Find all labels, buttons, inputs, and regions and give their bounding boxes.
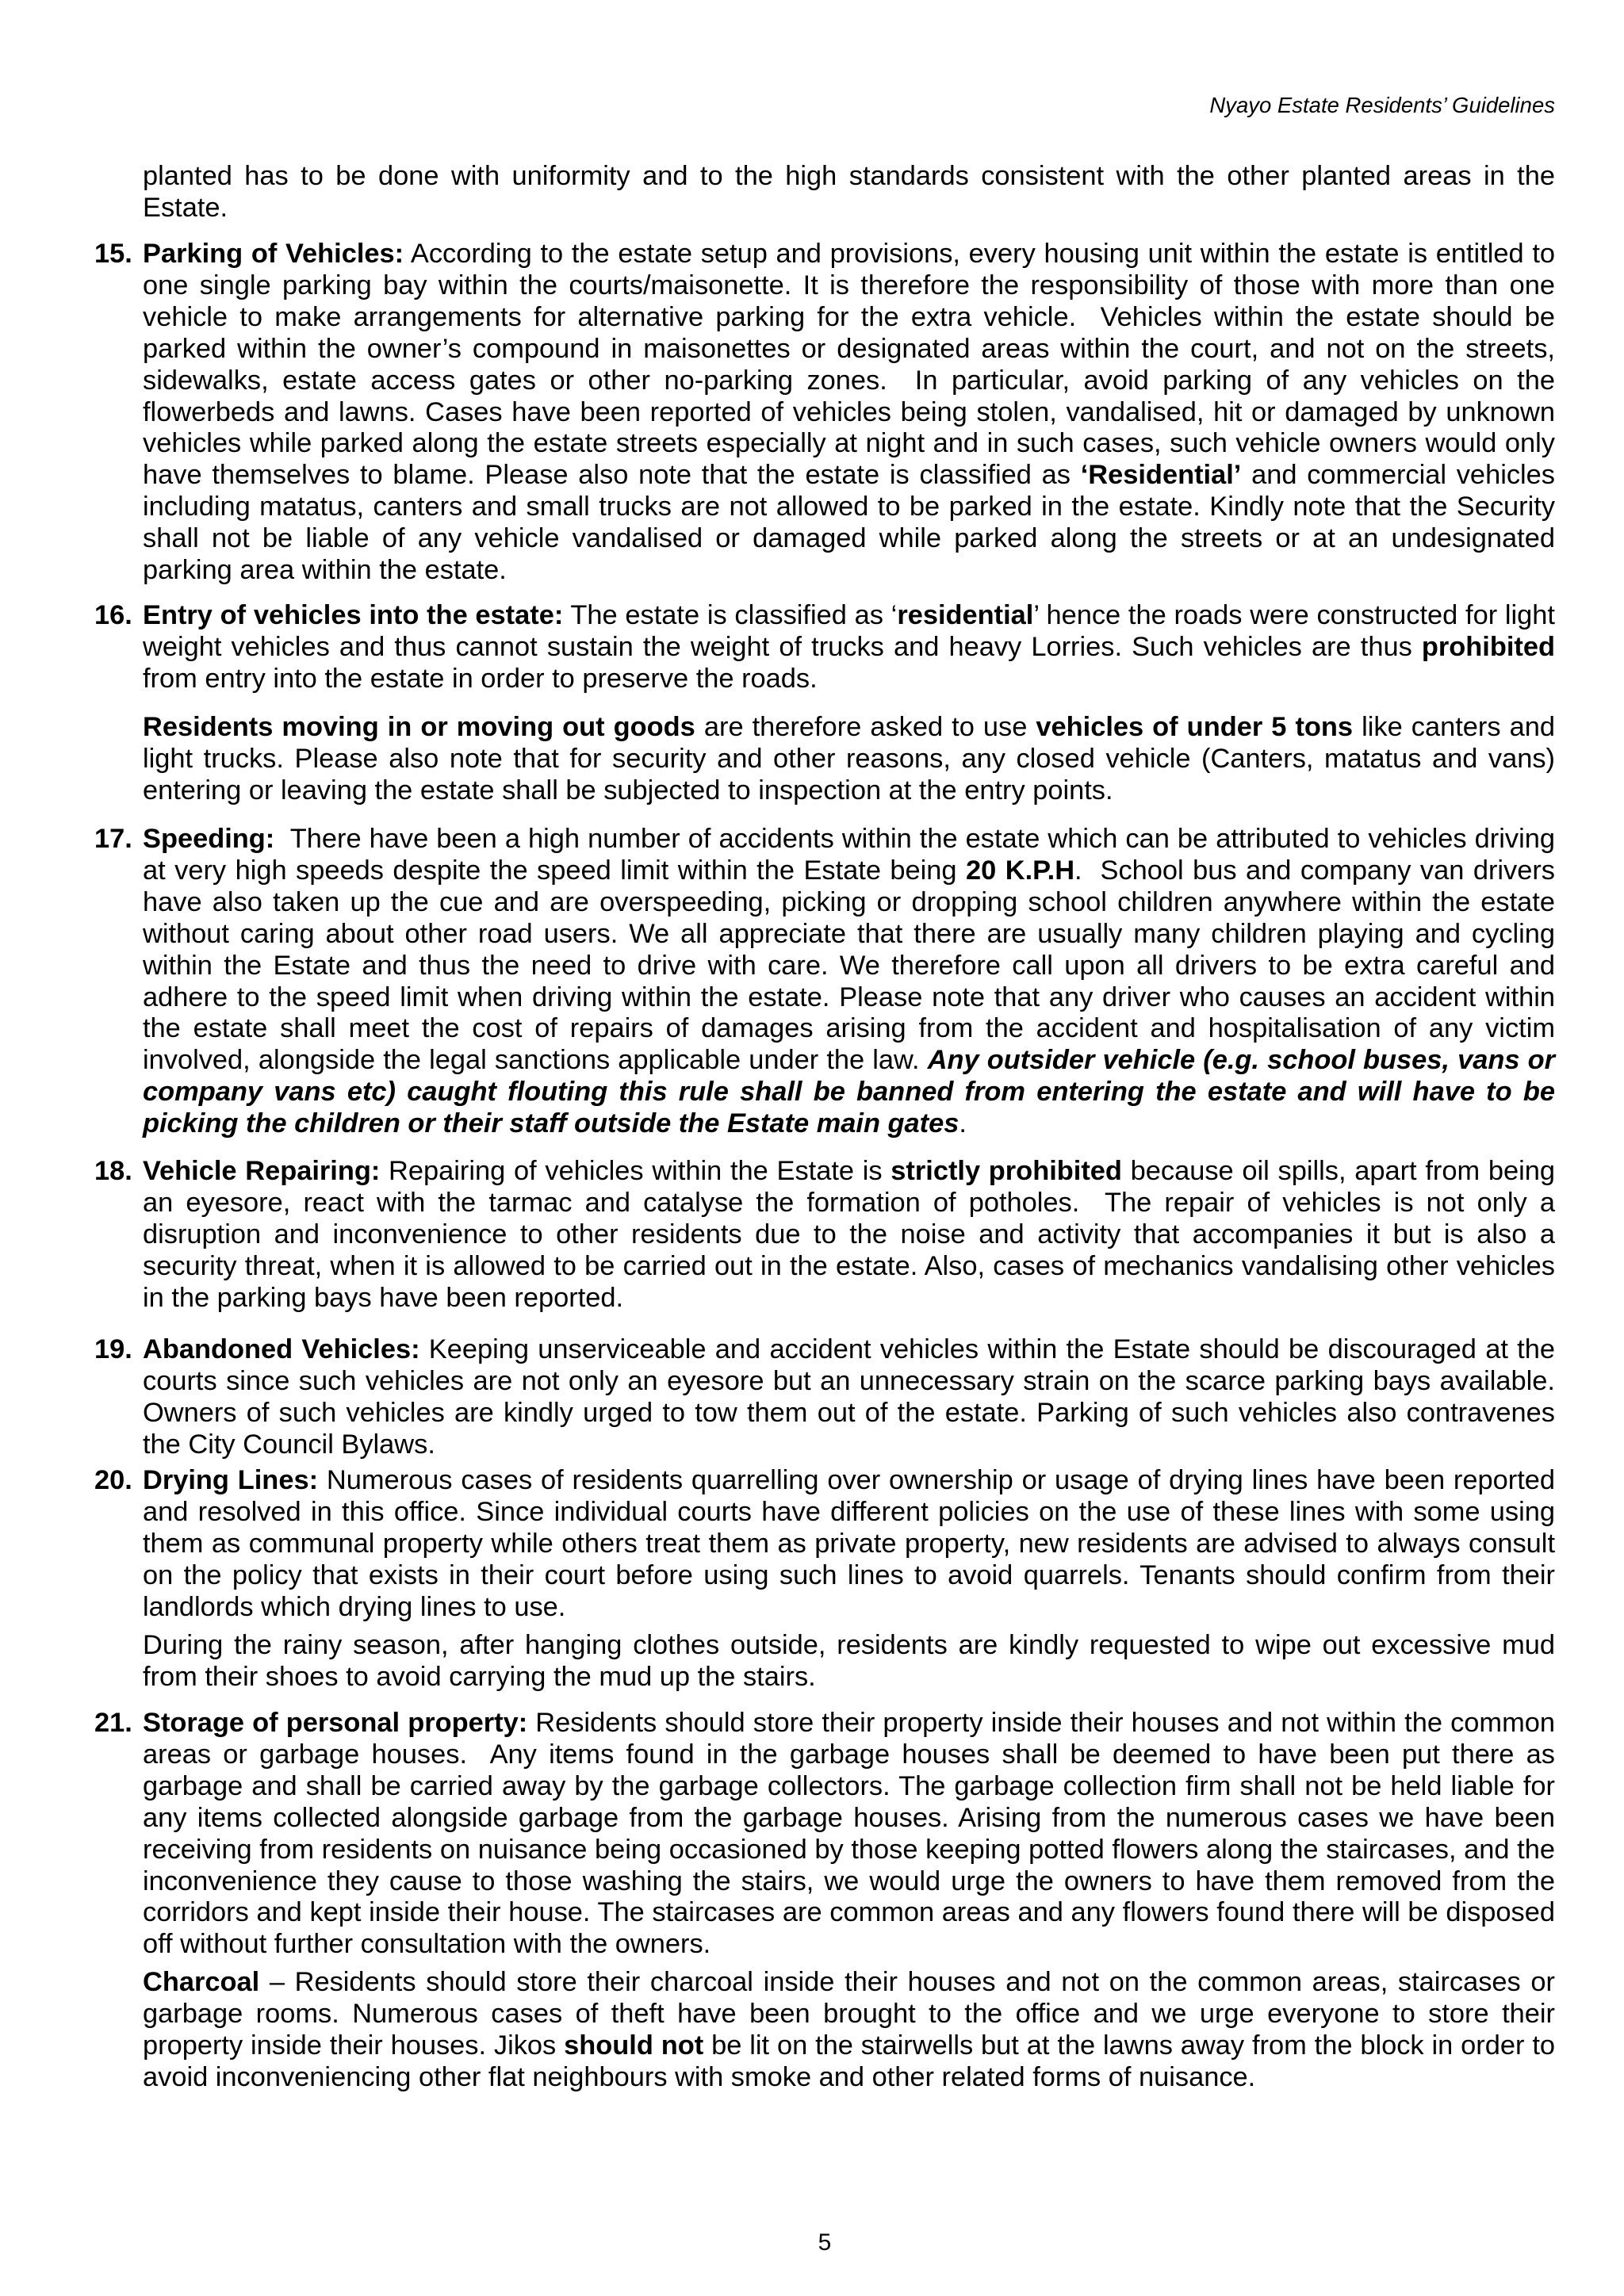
item-text: . School bus and company van drivers have also taken up the cue and are overspeeding, picking or dropping school children anywhere within the estate without caring about other road users. We all appreciate that there are usually many children playing and cycling within the Estate and thus the need to drive with care. We therefore call upon all drivers to be extra careful and adhere to the speed limit when driving within the estate. Please note that any driver who causes an accident within the estate shall meet the cost of repairs of damages arising from the accident and hospitalisation of any victim involved, alongside the legal sanctions applicable under the law. [143, 855, 1563, 1076]
continued-paragraph [143, 161, 1563, 224]
running-header: Nyayo Estate Residents’ Guidelines [1209, 93, 1555, 117]
guideline-item-20-subparagraph [143, 1630, 1563, 1693]
item-text: from entry into the estate in order to preserve the roads. [143, 631, 1563, 694]
item-heading: Vehicle Repairing: [143, 1156, 381, 1186]
guideline-item-20 [143, 1465, 1563, 1624]
item-text: . [959, 1108, 967, 1139]
item-text: Repairing of vehicles within the Estate is [380, 1156, 891, 1186]
item-text: Residents should store their property inside their houses and not within the common areas or garbage houses. Any items found in the garbage houses shall be deemed to have been put there as garbage and shall be carried away by the garbage collectors. The garbage collection firm shall not be held liable for any items collected alongside garbage from the garbage houses. Arising from the numerous cases we have been receiving from residents on nuisance being occasioned by those keeping potted flowers along the staircases, and the inconvenience they cause to those washing the stairs, we would urge the owners to have them removed from the corridors and kept inside their house. The staircases are common areas and any flowers found there will be disposed off without further consultation with the owners. [143, 1708, 1563, 1960]
guideline-item-17 [143, 824, 1563, 1140]
item-text: According to the estate setup and provisions, every housing unit within the estate is entitled to one single parking bay within the courts/maisonette. It is therefore the responsibility of those with more than one vehicle to make arrangements for alternative parking for the extra vehicle. Vehicles within the estate should be parked within the owner’s compound in maisonettes or designated areas within the court, and not on the streets, sidewalks, estate access gates or other no-parking zones. In particular, avoid parking of any vehicles on the flowerbeds and lawns. Cases have been reported of vehicles being stolen, vandalised, hit or damaged by unknown vehicles while parked along the estate streets especially at night and in such cases, such vehicle owners would only have themselves to blame. Please also note that the estate is classified as [143, 239, 1563, 491]
item-heading: Drying Lines: [143, 1465, 319, 1495]
item-number: 15. [94, 239, 132, 269]
item-text: be lit on the stairwells but at the lawns away from the block in order to avoid inconveniencing other flat neighbours with smoke and other related forms of nuisance. [143, 2030, 1563, 2092]
page-number: 5 [818, 2229, 832, 2256]
guideline-item-15 [143, 239, 1563, 587]
item-text: – Residents should store their charcoal inside their houses and not on the common areas, staircases or garbage rooms. Numerous cases of theft have been brought to the office and we urge everyone to store their property inside their houses. Jikos [143, 1967, 1563, 2061]
item-emphasis: strictly prohibited [891, 1156, 1122, 1186]
guideline-item-21-subparagraph [143, 1967, 1563, 2094]
item-emphasis: residential [897, 600, 1034, 630]
guideline-item-21 [143, 1708, 1563, 1961]
guideline-item-16-subparagraph [143, 712, 1563, 807]
item-emphasis: Charcoal [143, 1967, 260, 1997]
item-number: 17. [94, 824, 132, 854]
item-heading: Parking of Vehicles: [143, 239, 404, 269]
guideline-item-18 [143, 1156, 1563, 1314]
guideline-item-16 [143, 600, 1563, 695]
item-number: 20. [94, 1465, 132, 1495]
item-text: Numerous cases of residents quarrelling over ownership or usage of drying lines have been reported and resolved in this office. Since individual courts have different policies on the use of these lines with some using them as communal property while others treat them as private property, new residents are advised to always consult on the policy that exists in their court before using such lines to avoid quarrels. Tenants should confirm from their landlords which drying lines to use. [143, 1465, 1563, 1622]
item-emphasis: prohibited [1421, 631, 1555, 662]
item-text: There have been a high number of accidents within the estate which can be attributed to vehicles driving at very high speeds despite the speed limit within the Estate being [143, 824, 1563, 886]
item-heading: Abandoned Vehicles: [143, 1334, 420, 1364]
item-number: 19. [94, 1334, 132, 1364]
item-emphasis: Residents moving in or moving out goods [143, 712, 695, 742]
item-text: and commercial vehicles including matatus, canters and small trucks are not allowed to be parked in the estate. Kindly note that the Security shall not be liable of any vehicle vandalised or damaged while parked along the streets or at an undesignated parking area within the estate. [143, 460, 1563, 586]
item-emphasis: ‘Residential’ [1080, 460, 1242, 491]
paragraph-text: planted has to be done with uniformity and to the high standards consistent with the other planted areas in the Estate. [143, 161, 1563, 223]
guideline-item-19 [143, 1334, 1563, 1461]
item-warning: Any outsider vehicle (e.g. school buses, vans or company vans etc) caught flouting this rule shall be banned from entering the estate and will have to be picking the children or their staff outside the Estate main gates [143, 1045, 1563, 1139]
item-text: Keeping unserviceable and accident vehicles within the Estate should be discouraged at the courts since such vehicles are not only an eyesore but an unnecessary strain on the scarce parking bays available. Owners of such vehicles are kindly urged to tow them out of the estate. Parking of such vehicles also contravenes the City Council Bylaws. [143, 1334, 1563, 1460]
item-number: 21. [94, 1708, 132, 1738]
item-heading: Storage of personal property: [143, 1708, 528, 1738]
item-text: like canters and light trucks. Please also note that for security and other reasons, any closed vehicle (Canters, matatus and vans) entering or leaving the estate shall be subjected to inspection at the entry points. [143, 712, 1563, 806]
item-number: 16. [94, 600, 132, 630]
item-text: ’ hence the roads were constructed for light weight vehicles and thus cannot sustain the weight of trucks and heavy Lorries. Such vehicles are thus [143, 600, 1563, 662]
item-text: because oil spills, apart from being an eyesore, react with the tarmac and catalyse the formation of potholes. The repair of vehicles is not only a disruption and inconvenience to other residents due to the noise and activity that accompanies it but is also a security threat, when it is allowed to be carried out in the estate. Also, cases of mechanics vandalising other vehicles in the parking bays have been reported. [143, 1156, 1563, 1313]
item-number: 18. [94, 1156, 132, 1186]
item-emphasis: should not [564, 2030, 704, 2061]
item-heading: Speeding: [143, 824, 275, 854]
item-emphasis: vehicles of under 5 tons [1036, 712, 1354, 742]
item-heading: Entry of vehicles into the estate: [143, 600, 564, 630]
item-emphasis: 20 K.P.H [966, 855, 1075, 886]
item-text: During the rainy season, after hanging clothes outside, residents are kindly requested to wipe out excessive mud from their shoes to avoid carrying the mud up the stairs. [143, 1630, 1563, 1692]
item-text: are therefore asked to use [695, 712, 1036, 742]
item-text: The estate is classified as ‘ [563, 600, 898, 630]
